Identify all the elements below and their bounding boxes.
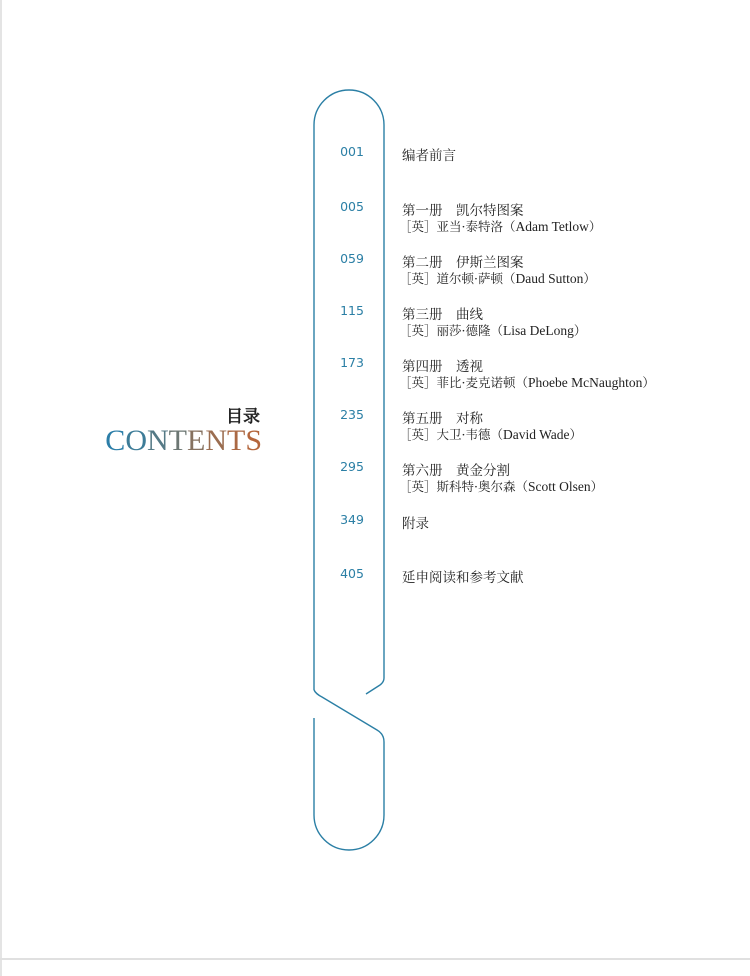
- toc-entry-title: 附录: [402, 516, 429, 532]
- toc-page-number: 295: [340, 459, 364, 474]
- toc-entry[interactable]: [0, 199, 750, 239]
- contents-letter: N: [205, 424, 227, 457]
- author-name-zh: ［英］大卫·韦德（: [399, 427, 503, 442]
- author-name-zh: ［英］菲比·麦克诺顿（: [399, 375, 528, 390]
- contents-letter: N: [146, 424, 169, 457]
- author-name-suffix: ）: [573, 323, 587, 338]
- author-name-suffix: ）: [583, 271, 596, 286]
- toc-entry-title: 延申阅读和参考文献: [402, 570, 524, 586]
- author-name-zh: ［英］丽莎·德隆（: [399, 323, 503, 338]
- toc-entry[interactable]: [0, 144, 750, 184]
- author-name-latin: Adam Tetlow: [515, 219, 589, 234]
- toc-page-number: 001: [340, 144, 364, 159]
- author-name-suffix: ）: [588, 219, 602, 234]
- toc-entry-title: 第四册 透视: [402, 359, 483, 375]
- toc-entry[interactable]: [0, 303, 750, 343]
- toc-page-number: 115: [340, 303, 364, 318]
- contents-letter: O: [125, 424, 147, 457]
- toc-entry[interactable]: [0, 512, 750, 552]
- contents-letter: T: [226, 424, 246, 457]
- author-name-zh: ［英］斯科特·奥尔森（: [399, 479, 528, 494]
- toc-entry[interactable]: [0, 251, 750, 291]
- toc-entry-title: 第一册 凯尔特图案: [402, 203, 524, 219]
- toc-entry[interactable]: [0, 407, 750, 447]
- toc-page-number: 173: [340, 355, 364, 370]
- contents-letter: T: [168, 424, 187, 457]
- author-name-suffix: ）: [569, 427, 583, 442]
- toc-entry[interactable]: [0, 566, 750, 606]
- toc-entry-author: [399, 477, 603, 495]
- contents-letter: E: [186, 424, 206, 457]
- author-name-latin: Phoebe McNaughton: [527, 375, 643, 390]
- toc-entry-author: [399, 425, 582, 443]
- contents-letter: C: [105, 424, 126, 457]
- author-name-suffix: ）: [590, 479, 604, 494]
- contents-heading-zh: 目录: [226, 407, 260, 427]
- author-name-latin: David Wade: [502, 427, 570, 442]
- author-name-latin: Daud Sutton: [515, 271, 584, 286]
- toc-entry-title: 第五册 对称: [402, 411, 483, 427]
- toc-entry-title: 第二册 伊斯兰图案: [402, 255, 524, 271]
- author-name-zh: ［英］道尔顿·萨顿（: [399, 271, 516, 286]
- toc-page-number: 405: [340, 566, 364, 581]
- toc-page-number: 059: [340, 251, 364, 266]
- author-name-zh: ［英］亚当·泰特洛（: [399, 219, 516, 234]
- toc-entry-author: [399, 269, 596, 287]
- contents-letter: S: [245, 424, 262, 457]
- toc-page-number: 235: [340, 407, 364, 422]
- author-name-latin: Scott Olsen: [527, 479, 591, 494]
- toc-entry-title: 编者前言: [402, 148, 456, 164]
- toc-entry-author: [399, 321, 586, 339]
- author-name-latin: Lisa DeLong: [502, 323, 574, 338]
- toc-entry-title: 第六册 黄金分割: [402, 463, 510, 479]
- author-name-suffix: ）: [642, 375, 655, 390]
- toc-page-number: 005: [340, 199, 364, 214]
- toc-entry-title: 第三册 曲线: [402, 307, 483, 323]
- toc-entry[interactable]: [0, 355, 750, 395]
- toc-page-number: 349: [340, 512, 364, 527]
- toc-entry-author: [399, 373, 655, 391]
- tube-twist-line: [314, 690, 384, 850]
- toc-entry[interactable]: [0, 459, 750, 499]
- toc-entry-author: [399, 217, 601, 235]
